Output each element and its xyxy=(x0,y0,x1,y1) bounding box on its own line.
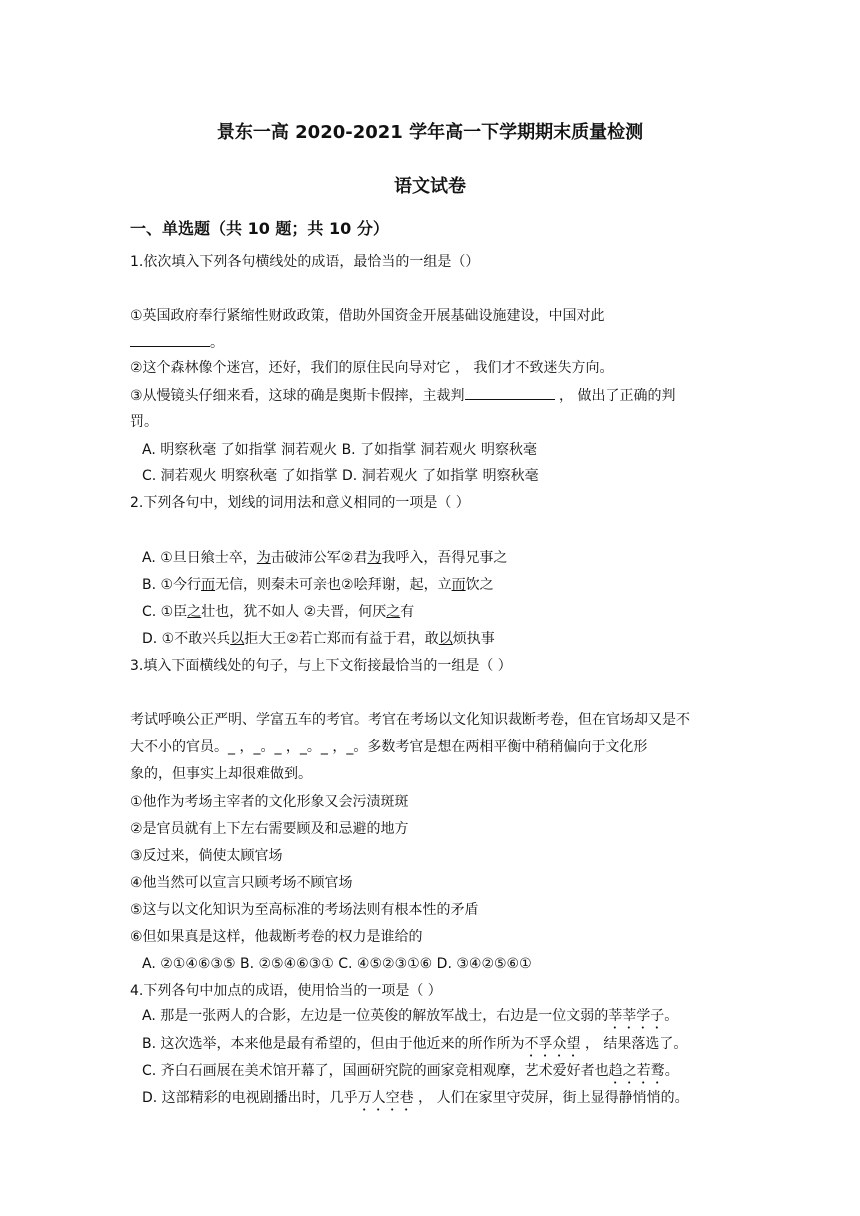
q4-option-b: B. 这次选举，本来他是最有希望的，但由于他近来的所作所为不孚众望 ， 结果落选了。 xyxy=(142,1036,688,1052)
q3-item-1: ①他作为考场主宰者的文化形象又会污渍斑斑 xyxy=(130,794,409,810)
q2-option-a: A. ①旦日飨士卒，为击破沛公军②君为我呼入，吾得兄事之 xyxy=(142,550,508,566)
q4-stem: 4.下列各句中加点的成语，使用恰当的一项是（ ） xyxy=(130,983,442,999)
q1-sentence-1-blank: 。 xyxy=(130,332,224,353)
exam-subtitle: 语文试卷 xyxy=(394,176,466,197)
q3-passage-1: 考试呼唤公正严明、学富五车的考官。考官在考场以文化知识裁断考卷，但在官场却又是不 xyxy=(130,712,690,728)
q2-stem: 2.下列各句中，划线的词用法和意义相同的一项是（ ） xyxy=(130,495,470,511)
q2-option-d: D. ①不敢兴兵以拒大王②若亡郑而有益于君，敢以烦执事 xyxy=(142,631,495,647)
q4-option-d: D. 这部精彩的电视剧播出时，几乎万人空巷 ， 人们在家里守荧屏，街上显得静悄悄的。 xyxy=(142,1090,689,1106)
q1-sentence-1: ①英国政府奉行紧缩性财政政策，借助外国资金开展基础设施建设，中国对此 xyxy=(130,308,605,324)
q1-sentence-2: ②这个森林像个迷宫，还好，我们的原住民向导对它 ， 我们才不致迷失方向。 xyxy=(130,360,614,376)
q3-passage-2: 大不小的官员。_ ，_。_ ，_。_ ，_。多数考官是想在两相平衡中稍稍偏向于文化形 xyxy=(130,739,648,755)
q1-options-cd: C. 洞若观火 明察秋毫 了如指掌 D. 洞若观火 了如指掌 明察秋毫 xyxy=(142,468,539,484)
q1-stem: 1.依次填入下列各句横线处的成语，最恰当的一组是（） xyxy=(130,254,480,270)
q3-passage-3: 象的，但事实上却很难做到。 xyxy=(130,766,312,782)
exam-title: 景东一高 2020-2021 学年高一下学期期末质量检测 xyxy=(216,122,644,143)
q4-option-c: C. 齐白石画展在美术馆开幕了，国画研究院的画家竞相观摩，艺术爱好者也趋之若鹜。 xyxy=(142,1063,679,1079)
q3-options: A. ②①④⑥③⑤ B. ②⑤④⑥③① C. ④⑤②③①⑥ D. ③④②⑤⑥① xyxy=(142,956,532,972)
q1-options-ab: A. 明察秋毫 了如指掌 洞若观火 B. 了如指掌 洞若观火 明察秋毫 xyxy=(142,442,537,458)
q3-item-3: ③反过来，倘使太顾官场 xyxy=(130,848,283,864)
q3-item-6: ⑥但如果真是这样，他裁断考卷的权力是谁给的 xyxy=(130,929,423,945)
q1-sentence-3-end: 罚。 xyxy=(130,414,158,430)
section-heading: 一、单选题（共 10 题；共 10 分） xyxy=(130,219,389,238)
q2-option-b: B. ①今行而无信，则秦未可亲也②哙拜谢，起，立而饮之 xyxy=(142,577,494,593)
answer-blank xyxy=(465,385,555,400)
q2-option-c: C. ①臣之壮也，犹不如人 ②夫晋，何厌之有 xyxy=(142,604,415,620)
q1-sentence-3: ③从慢镜头仔细来看，这球的确是奥斯卡假摔，主裁判 ， 做出了正确的判 xyxy=(130,385,675,406)
q3-item-5: ⑤这与以文化知识为至高标准的考场法则有根本性的矛盾 xyxy=(130,902,479,918)
q3-item-4: ④他当然可以宣言只顾考场不顾官场 xyxy=(130,875,353,891)
q4-option-a: A. 那是一张两人的合影，左边是一位英俊的解放军战士，右边是一位文弱的莘莘学子。 xyxy=(142,1008,679,1024)
answer-blank xyxy=(130,332,210,347)
q3-item-2: ②是官员就有上下左右需要顾及和忌避的地方 xyxy=(130,821,409,837)
q3-stem: 3.填入下面横线处的句子，与上下文衔接最恰当的一组是（ ） xyxy=(130,658,512,674)
